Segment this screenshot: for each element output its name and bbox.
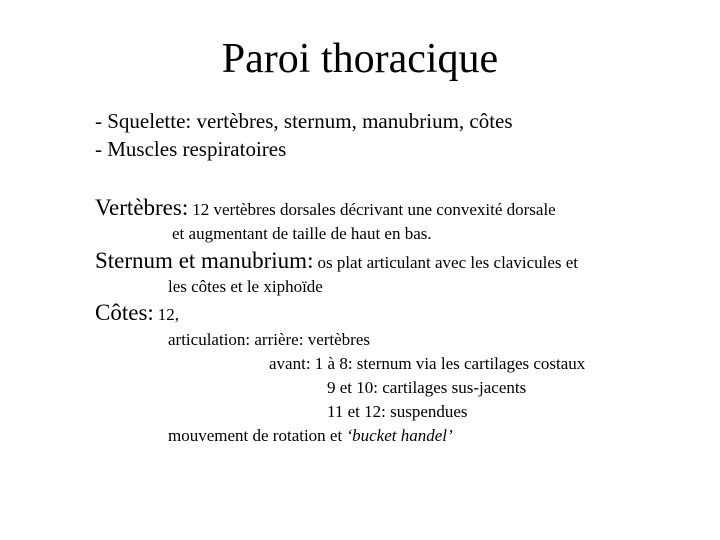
cotes-avant: avant: 1 à 8: sternum via les cartilages costaux (269, 354, 586, 373)
bucket-handle-term: ‘bucket handel’ (346, 426, 453, 445)
mouvement-text: mouvement de rotation et (168, 426, 347, 445)
cotes-count: 12, (157, 305, 180, 324)
bullet-squelette: - Squelette: vertèbres, sternum, manubrium, côtes (95, 109, 513, 133)
vertebres-text-line2: et augmentant de taille de haut en bas. (172, 224, 432, 243)
sternum-label: Sternum et manubrium: (95, 248, 314, 273)
sternum-text-line1: os plat articulant avec les clavicules et (317, 253, 579, 272)
vertebres-text-line1: 12 vertèbres dorsales décrivant une convexité dorsale (192, 200, 556, 219)
slide-title: Paroi thoracique (221, 36, 499, 82)
vertebres-label: Vertèbres: (95, 195, 189, 220)
cotes-articulation: articulation: arrière: vertèbres (168, 330, 370, 349)
sternum-text-line2: les côtes et le xiphoïde (168, 277, 323, 296)
cotes-label: Côtes: (95, 300, 154, 325)
cotes-mouvement (168, 427, 453, 444)
cotes-line1 (95, 301, 179, 324)
bullet-muscles: - Muscles respiratoires (95, 137, 287, 161)
sternum-line1 (95, 249, 578, 272)
cotes-ribs-9-10: 9 et 10: cartilages sus-jacents (327, 378, 527, 397)
cotes-ribs-11-12: 11 et 12: suspendues (327, 402, 468, 421)
vertebres-line1 (95, 196, 556, 219)
